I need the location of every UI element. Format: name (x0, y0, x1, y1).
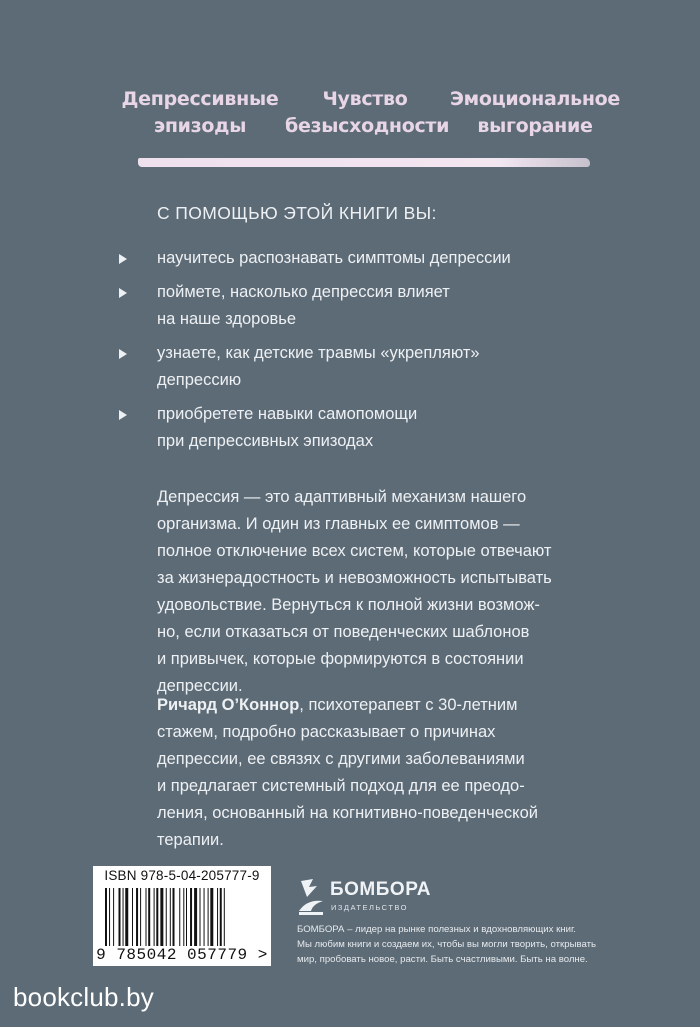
publisher-name: БОМБОРА (330, 879, 431, 900)
benefit-item: научитесь распознавать симптомы депрессии (115, 245, 595, 272)
bullet-arrow-icon (119, 288, 127, 298)
benefit-list (115, 245, 595, 462)
isbn-label: ISBN 978-5-04-205777-9 (104, 868, 260, 883)
intro-heading: С ПОМОЩЬЮ ЭТОЙ КНИГИ ВЫ: (157, 203, 437, 223)
publisher-tagline: БОМБОРА – лидер на рынке полезных и вдохновляющих книг. Мы любим книги и создаем их, чтобы вы могли творить, открывать мир, пробовать новое, расти. Быть счастливыми. Быть на волне. (297, 924, 596, 965)
bullet-arrow-icon (119, 254, 127, 264)
topic-tags (100, 86, 620, 146)
barcode (93, 866, 271, 966)
barcode-bars (103, 888, 265, 946)
brush-underline (138, 158, 590, 167)
tag-depressive-episodes: Депрессивные эпизоды (121, 88, 279, 137)
bullet-arrow-icon (119, 410, 127, 420)
benefit-item: приобретете навыки самопомощи при депрессивных эпизодах (115, 401, 595, 455)
description-paragraph: Депрессия — это адаптивный механизм нашего организма. И один из главных ее симптомов — полное отключение всех систем, которые отвечают за жизнерадостность и невозможность испытывать удовольствие. Вернуться к полной жизни возмож- но, если отказаться от поведенческих шаблонов и привычек, которые формируются в состоянии депрессии. (157, 488, 552, 695)
author-paragraph-text: , психотерапевт с 30-летним (299, 696, 518, 714)
tag-burnout: Эмоциональное выгорание (449, 88, 621, 137)
author-paragraph: Ричард О’Коннор, психотерапевт с 30-летним стажем, подробно рассказывает о причинах депрессии, ее связях с другими заболеваниями и предлагает системный подход для ее преодо- ления, основанный на когнитивно-поведенческой терапии. (157, 696, 538, 849)
benefit-item: узнаете, как детские травмы «укрепляют» депрессию (115, 340, 595, 394)
publisher-logo (297, 877, 431, 917)
benefit-item: поймете, насколько депрессия влияет на наше здоровье (115, 279, 595, 333)
barcode-digits: 9 785042 057779 > (96, 946, 268, 964)
author-name: Ричард О’Коннор (157, 696, 300, 714)
publisher-sub: ИЗДАТЕЛЬСТВО (331, 903, 409, 912)
bullet-arrow-icon (119, 349, 127, 359)
bombora-wave-icon (297, 877, 327, 917)
tag-hopelessness: Чувство безысходности (285, 88, 450, 137)
site-watermark: bookclub.by (13, 982, 154, 1012)
